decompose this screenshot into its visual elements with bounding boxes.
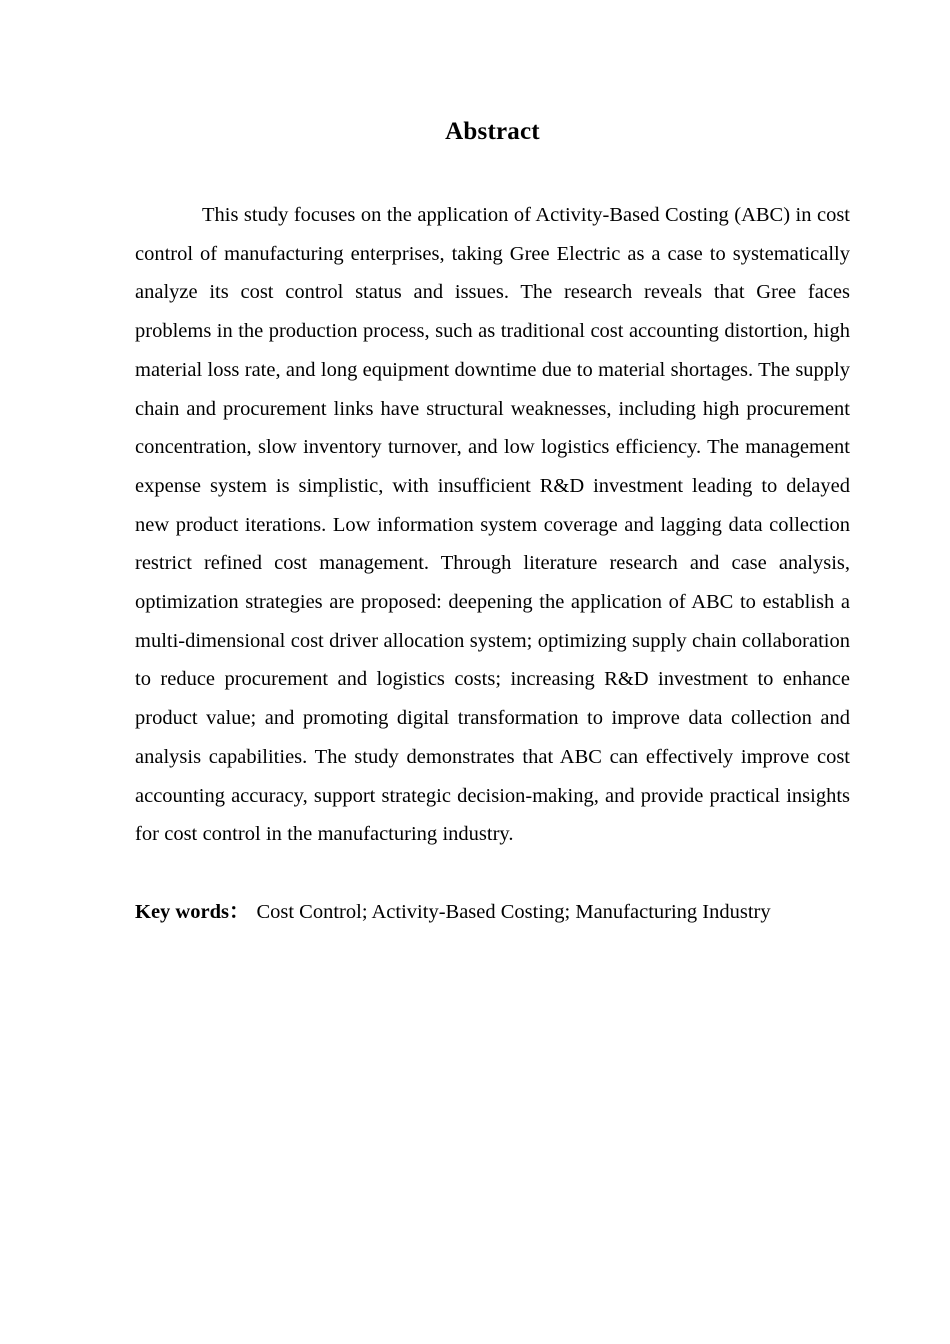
page-title: Abstract bbox=[445, 118, 540, 145]
keywords-line bbox=[135, 854, 850, 932]
keywords-label: Key words bbox=[135, 900, 229, 923]
abstract-paragraph: This study focuses on the application of Activity-Based Costing (ABC) in cost control of manufacturing enterprises, taking Gree Electric as a case to systematically analyze its cost control status and issues. The research reveals that Gree faces problems in the production process, such as traditional cost accounting distortion, high material loss rate, and long equipment downtime due to material shortages. The supply chain and procurement links have structural weaknesses, including high procurement concentration, slow inventory turnover, and low logistics efficiency. The management expense system is simplistic, with insufficient R&D investment leading to delayed new product iterations. Low information system coverage and lagging data collection restrict refined cost management. Through literature research and case analysis, optimization strategies are proposed: deepening the application of ABC to establish a multi-dimensional cost driver allocation system; optimizing supply chain collaboration to reduce procurement and logistics costs; increasing R&D investment to enhance product value; and promoting digital transformation to improve data collection and analysis capabilities. The study demonstrates that ABC can effectively improve cost accounting accuracy, support strategic decision-making, and provide practical insights for cost control in the manufacturing industry. bbox=[135, 204, 850, 846]
keywords-separator: ： bbox=[228, 900, 250, 923]
keywords-values: Cost Control; Activity-Based Costing; Manufacturing Industry bbox=[256, 900, 771, 923]
page-content-column bbox=[135, 0, 850, 932]
